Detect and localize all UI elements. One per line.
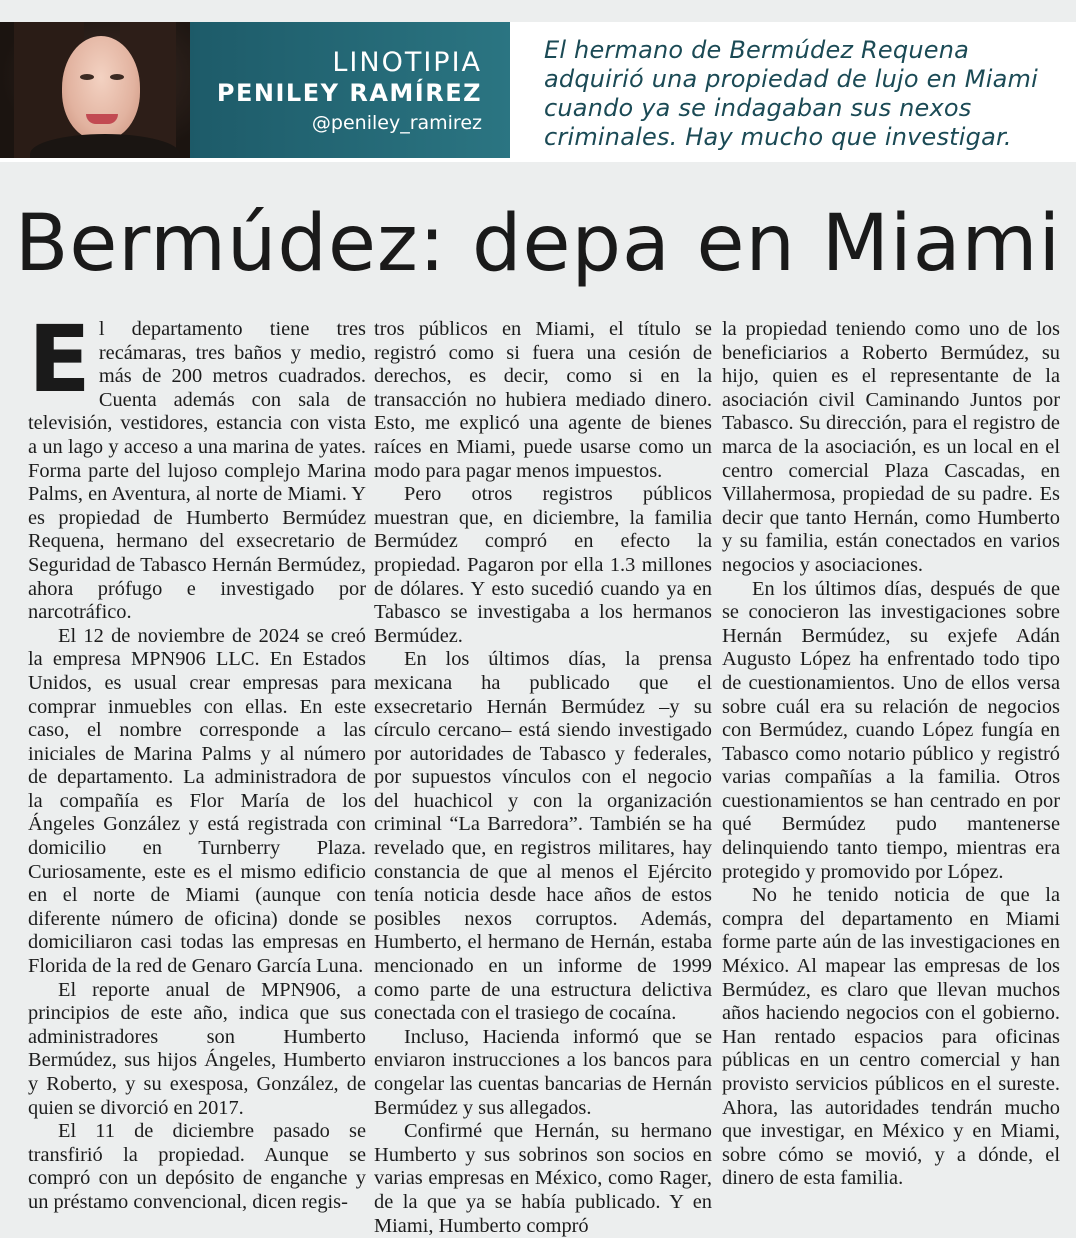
columnist-banner <box>0 22 510 158</box>
paragraph-text: l departamento tiene tres recámaras, tres baños y medio, más de 200 metros cuadrados. Cuenta además con sala de televisión, vestidores, estancia con vista a un lago y acceso a una marina de yates. Forma parte del lujoso complejo Marina Palms, en Aventura, al norte de Miami. Y es propiedad de Humberto Bermúdez Requena, hermano del exsecretario de Seguridad de Tabasco Hernán Bermúdez, ahora prófugo e investigado por narcotráfico. <box>28 318 366 624</box>
columnist-info <box>217 48 482 136</box>
column-header <box>0 0 1076 163</box>
author-handle: @peniley_ramirez <box>311 112 482 134</box>
article-paragraph: En los últimos días, la prensa mexicana ha publicado que el exsecretario Hernán Bermúdez –y su círculo cercano– está siendo investigado por autoridades de Tabasco y federales, por supuestos vínculos con el negocio del huachicol y con la organización criminal “La Barredora”. También se ha revelado que, en registros militares, hay constancia de que al menos el Ejército tenía noticia desde hace años de estos posibles nexos corruptos. Además, Humberto, el hermano de Hernán, estaba mencionado en un informe de 1999 como parte de una estructura delictiva conectada con el trasiego de cocaína. <box>374 648 712 1025</box>
article-paragraph: Confirmé que Hernán, su hermano Humberto y sus sobrinos son socios en varias empresas en México, como Rager, de la que ya se había publicado. Y en Miami, Humberto compró <box>374 1120 712 1237</box>
article-column-2 <box>374 318 712 1238</box>
article-paragraph: En los últimos días, después de que se conocieron las investigaciones sobre Hernán Bermúdez, su exjefe Adán Augusto López ha enfrentado todo tipo de cuestionamientos. Uno de ellos versa sobre cuál era su relación de negocios con Bermúdez, cuando López fungía en Tabasco como notario público y registró varias compañías a la familia. Otros cuestionamientos se han centrado en por qué Bermúdez pudo mantenerse delinquiendo tanto tiempo, mientras era protegido y promovido por López. <box>722 577 1060 883</box>
author-photo <box>0 22 190 158</box>
article-column-1 <box>28 306 366 1215</box>
headline: Bermúdez: depa en Miami <box>14 199 1062 289</box>
article-paragraph: No he tenido noticia de que la compra del departamento en Miami forme parte aún de las investigaciones en México. Al mapear las empresas de los Bermúdez, es claro que llevan muchos años haciendo negocios con el gobierno. Han rentado espacios para oficinas públicas en un centro comercial y han provisto servicios públicos en el sureste. Ahora, las autoridades tendrán mucho que investigar, en México y en Miami, sobre cómo se movió, y a dónde, el dinero de esta familia. <box>722 884 1060 1190</box>
drop-cap: E <box>28 306 91 413</box>
article-paragraph: tros públicos en Miami, el título se registró como si fuera una cesión de derechos, es decir, como si en la transacción no hubiera mediado dinero. Esto, me explicó una agente de bienes raíces en Miami, puede usarse como un modo para pagar menos impuestos. <box>374 318 712 482</box>
article-paragraph: El 11 de diciembre pasado se transfirió la propiedad. Aunque se compró con un depósito de enganche y un préstamo convencional, dicen regis- <box>28 1120 366 1213</box>
article-paragraph: El 12 de noviembre de 2024 se creó la empresa MPN906 LLC. En Estados Unidos, es usual crear empresas para comprar inmuebles con ellas. En este caso, el nombre corresponde a las iniciales de Marina Palms y al número de departamento. La administradora de la compañía es Flor María de los Ángeles González y está registrada con domicilio en Turnberry Plaza. Curiosamente, este es el mismo edificio en el norte de Miami (aunque con diferente número de oficina) donde se domiciliaron casi todas las empresas en Florida de la red de Genaro García Luna. <box>28 624 366 978</box>
section-label: LINOTIPIA <box>332 47 482 78</box>
article-column-3 <box>722 318 1060 1191</box>
author-photo-mouth <box>86 114 118 124</box>
author-photo-eye <box>80 74 94 80</box>
deck-text: El hermano de Bermúdez Requena adquirió una propiedad de lujo en Miami cuando ya se indagaban sus nexos criminales. Hay mucho que investigar. <box>544 36 1038 151</box>
header-rule <box>0 158 1076 162</box>
article-paragraph: El reporte anual de MPN906, a principios de este año, indica que sus administradores son Humberto Bermúdez, sus hijos Ángeles, Humberto y Roberto, y su exesposa, González, de quien se divorció en 2017. <box>28 978 366 1119</box>
article-paragraph <box>28 306 366 625</box>
author-photo-face <box>62 36 140 140</box>
article-paragraph: Pero otros registros públicos muestran que, en diciembre, la familia Bermúdez compró en efecto la propiedad. Pagaron por ella 1.3 millones de dólares. Y esto sucedió cuando ya en Tabasco se investigaba a los hermanos Bermúdez. <box>374 483 712 647</box>
author-photo-eye <box>110 74 124 80</box>
article-paragraph: la propiedad teniendo como uno de los beneficiarios a Roberto Bermúdez, su hijo, quien es el representante de la asociación civil Caminando Juntos por Tabasco. Su dirección, para el registro de marca de la asociación, es un local en el centro comercial Plaza Cascadas, en Villahermosa, propiedad de su padre. Es decir que tanto Hernán, como Humberto y su familia, están conectados en varios negocios y asociaciones. <box>722 318 1060 576</box>
author-name: PENILEY RAMÍREZ <box>216 79 482 107</box>
article-paragraph: Incluso, Hacienda informó que se enviaron instrucciones a los bancos para congelar las cuentas bancarias de Hernán Bermúdez y sus allegados. <box>374 1025 712 1119</box>
deck-box <box>510 22 1076 158</box>
